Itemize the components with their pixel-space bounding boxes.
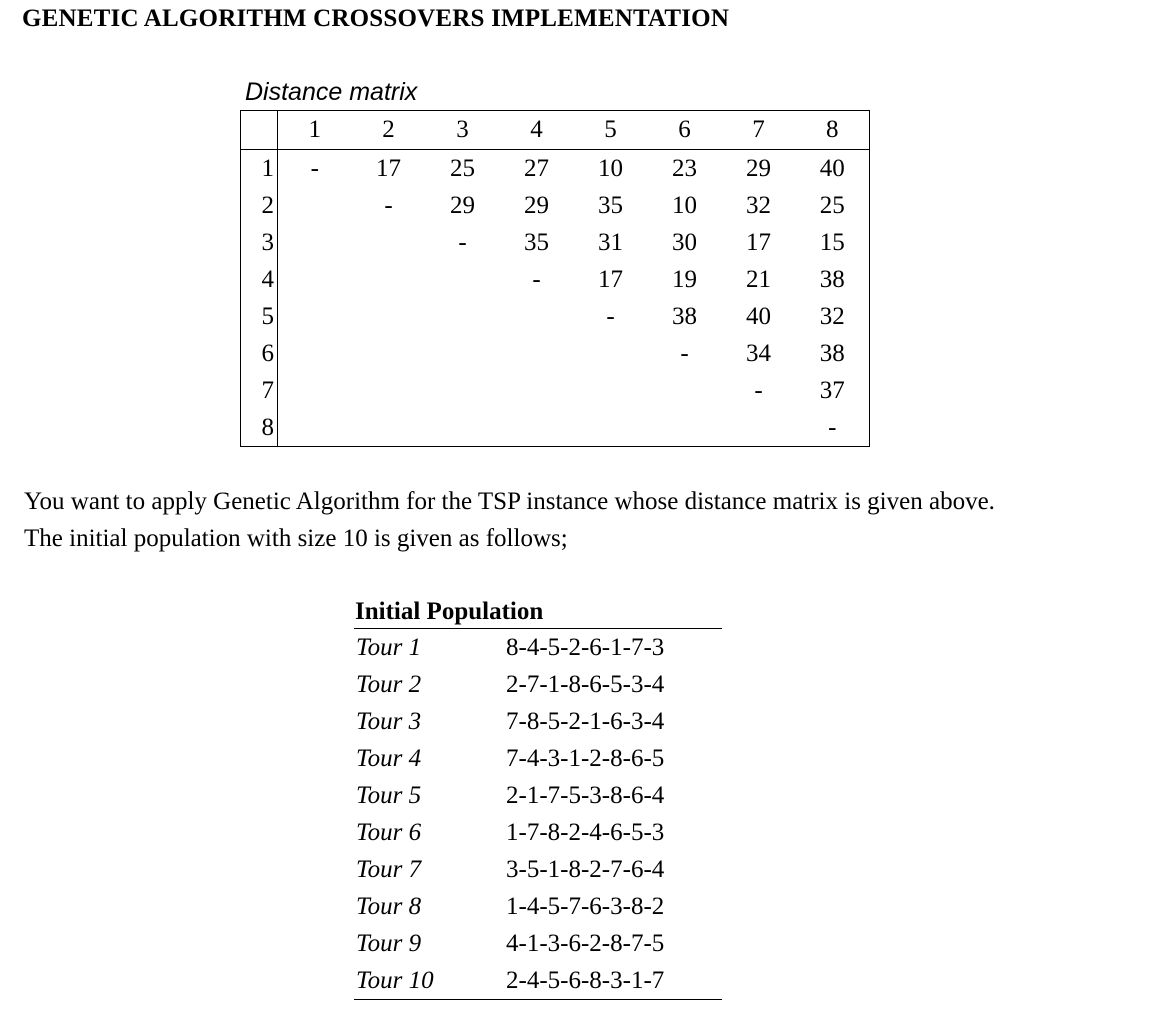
matrix-row-header: 8: [241, 409, 278, 447]
matrix-cell: [352, 224, 426, 261]
matrix-cell: [426, 409, 500, 447]
matrix-cell: 23: [672, 155, 697, 182]
matrix-cell: -: [606, 303, 615, 330]
matrix-cell: [426, 298, 500, 335]
tour-row: [354, 888, 722, 925]
matrix-cell: [352, 335, 426, 372]
matrix-cell: [500, 298, 574, 335]
matrix-cell: -: [680, 340, 689, 367]
matrix-cell: 10: [672, 192, 697, 219]
tour-sequence: 2-4-5-6-8-3-1-7: [506, 967, 665, 994]
matrix-cell: 17: [376, 155, 401, 182]
matrix-column-header: 5: [574, 111, 648, 150]
distance-matrix-table: [240, 110, 870, 447]
tour-row: [354, 629, 722, 667]
matrix-cell: 25: [450, 155, 475, 182]
matrix-cell: 29: [450, 192, 475, 219]
tour-sequence: 8-4-5-2-6-1-7-3: [506, 634, 665, 661]
matrix-column-header: 4: [500, 111, 574, 150]
matrix-cell: 37: [819, 377, 845, 404]
matrix-cell: 15: [819, 229, 845, 256]
matrix-cell: [722, 409, 796, 447]
matrix-cell: -: [384, 192, 393, 219]
tour-sequence: 1-7-8-2-4-6-5-3: [506, 819, 665, 846]
tour-name: Tour 7: [356, 856, 422, 883]
tour-row: [354, 703, 722, 740]
tour-name: Tour 9: [356, 930, 422, 957]
tour-name: Tour 1: [356, 634, 422, 661]
matrix-cell: [352, 409, 426, 447]
matrix-cell: 17: [598, 266, 623, 293]
tour-row: [354, 666, 722, 703]
matrix-cell: -: [754, 377, 763, 404]
matrix-cell: -: [532, 266, 541, 293]
tour-row: [354, 740, 722, 777]
matrix-cell: 40: [819, 155, 845, 182]
matrix-row-header: 4: [241, 261, 278, 298]
page-title: GENETIC ALGORITHM CROSSOVERS IMPLEMENTATION: [22, 5, 730, 32]
matrix-cell: 35: [598, 192, 623, 219]
tour-name: Tour 4: [356, 745, 422, 772]
initial-population-header: Initial Population: [354, 595, 722, 629]
matrix-cell: [574, 335, 648, 372]
matrix-row: [241, 409, 870, 447]
matrix-corner-cell: [241, 111, 278, 150]
tour-row: [354, 962, 722, 1000]
matrix-cell: 32: [819, 303, 845, 330]
matrix-cell: 34: [746, 340, 771, 367]
matrix-cell: [426, 261, 500, 298]
matrix-cell: -: [310, 155, 319, 182]
matrix-column-header: 8: [796, 111, 870, 150]
matrix-row-header: 1: [241, 150, 278, 188]
matrix-cell: [648, 372, 722, 409]
matrix-cell: [500, 372, 574, 409]
tour-sequence: 2-7-1-8-6-5-3-4: [506, 671, 665, 698]
matrix-cell: 30: [672, 229, 697, 256]
matrix-cell: [352, 372, 426, 409]
matrix-cell: 21: [746, 266, 771, 293]
matrix-header-row: [241, 111, 870, 150]
tour-sequence: 3-5-1-8-2-7-6-4: [506, 856, 665, 883]
matrix-cell: [426, 372, 500, 409]
tour-sequence: 1-4-5-7-6-3-8-2: [506, 893, 665, 920]
matrix-row: [241, 298, 870, 335]
matrix-cell: [648, 409, 722, 447]
matrix-row-header: 6: [241, 335, 278, 372]
tour-sequence: 4-1-3-6-2-8-7-5: [506, 930, 665, 957]
matrix-column-header: 1: [278, 111, 352, 150]
matrix-cell: [278, 335, 352, 372]
matrix-cell: -: [828, 414, 837, 441]
matrix-cell: 29: [524, 192, 549, 219]
matrix-cell: [500, 335, 574, 372]
matrix-cell: 38: [672, 303, 697, 330]
tour-row: [354, 925, 722, 962]
matrix-cell: -: [458, 229, 467, 256]
tour-name: Tour 6: [356, 819, 422, 846]
matrix-row: [241, 224, 870, 261]
matrix-cell: [352, 261, 426, 298]
matrix-cell: 27: [524, 155, 549, 182]
matrix-cell: 40: [746, 303, 771, 330]
tour-sequence: 2-1-7-5-3-8-6-4: [506, 782, 665, 809]
matrix-cell: [574, 372, 648, 409]
matrix-row-header: 7: [241, 372, 278, 409]
matrix-cell: [426, 335, 500, 372]
matrix-cell: 35: [524, 229, 549, 256]
tour-row: [354, 814, 722, 851]
matrix-cell: 38: [819, 266, 845, 293]
matrix-cell: [574, 409, 648, 447]
problem-description: [24, 483, 995, 557]
problem-description-line-1: You want to apply Genetic Algorithm for the TSP instance whose distance matrix is given above.: [24, 488, 995, 515]
tour-name: Tour 10: [356, 967, 434, 994]
matrix-column-header: 2: [352, 111, 426, 150]
matrix-cell: [278, 409, 352, 447]
matrix-cell: 29: [746, 155, 771, 182]
matrix-row: [241, 187, 870, 224]
tour-name: Tour 2: [356, 671, 422, 698]
matrix-column-header: 7: [722, 111, 796, 150]
matrix-row: [241, 150, 870, 188]
matrix-row: [241, 335, 870, 372]
matrix-cell: [278, 224, 352, 261]
tour-name: Tour 8: [356, 893, 422, 920]
tour-row: [354, 851, 722, 888]
matrix-cell: [278, 372, 352, 409]
matrix-column-header: 6: [648, 111, 722, 150]
matrix-cell: 38: [819, 340, 845, 367]
matrix-row: [241, 261, 870, 298]
matrix-row: [241, 372, 870, 409]
tour-sequence: 7-8-5-2-1-6-3-4: [506, 708, 665, 735]
tour-name: Tour 3: [356, 708, 422, 735]
distance-matrix-caption: Distance matrix: [245, 78, 418, 106]
matrix-row-header: 5: [241, 298, 278, 335]
tour-sequence: 7-4-3-1-2-8-6-5: [506, 745, 665, 772]
matrix-cell: [500, 409, 574, 447]
initial-population-table: [354, 595, 722, 1000]
matrix-cell: 25: [819, 192, 845, 219]
matrix-cell: 31: [598, 229, 623, 256]
tour-row: [354, 777, 722, 814]
matrix-row-header: 3: [241, 224, 278, 261]
matrix-row-header: 2: [241, 187, 278, 224]
matrix-cell: [352, 298, 426, 335]
matrix-cell: 17: [746, 229, 771, 256]
matrix-column-header: 3: [426, 111, 500, 150]
problem-description-line-2: The initial population with size 10 is given as follows;: [24, 525, 568, 552]
matrix-cell: 32: [746, 192, 771, 219]
matrix-cell: [278, 261, 352, 298]
matrix-cell: 19: [672, 266, 697, 293]
matrix-cell: 10: [598, 155, 623, 182]
matrix-cell: [278, 187, 352, 224]
tour-name: Tour 5: [356, 782, 422, 809]
matrix-cell: [278, 298, 352, 335]
